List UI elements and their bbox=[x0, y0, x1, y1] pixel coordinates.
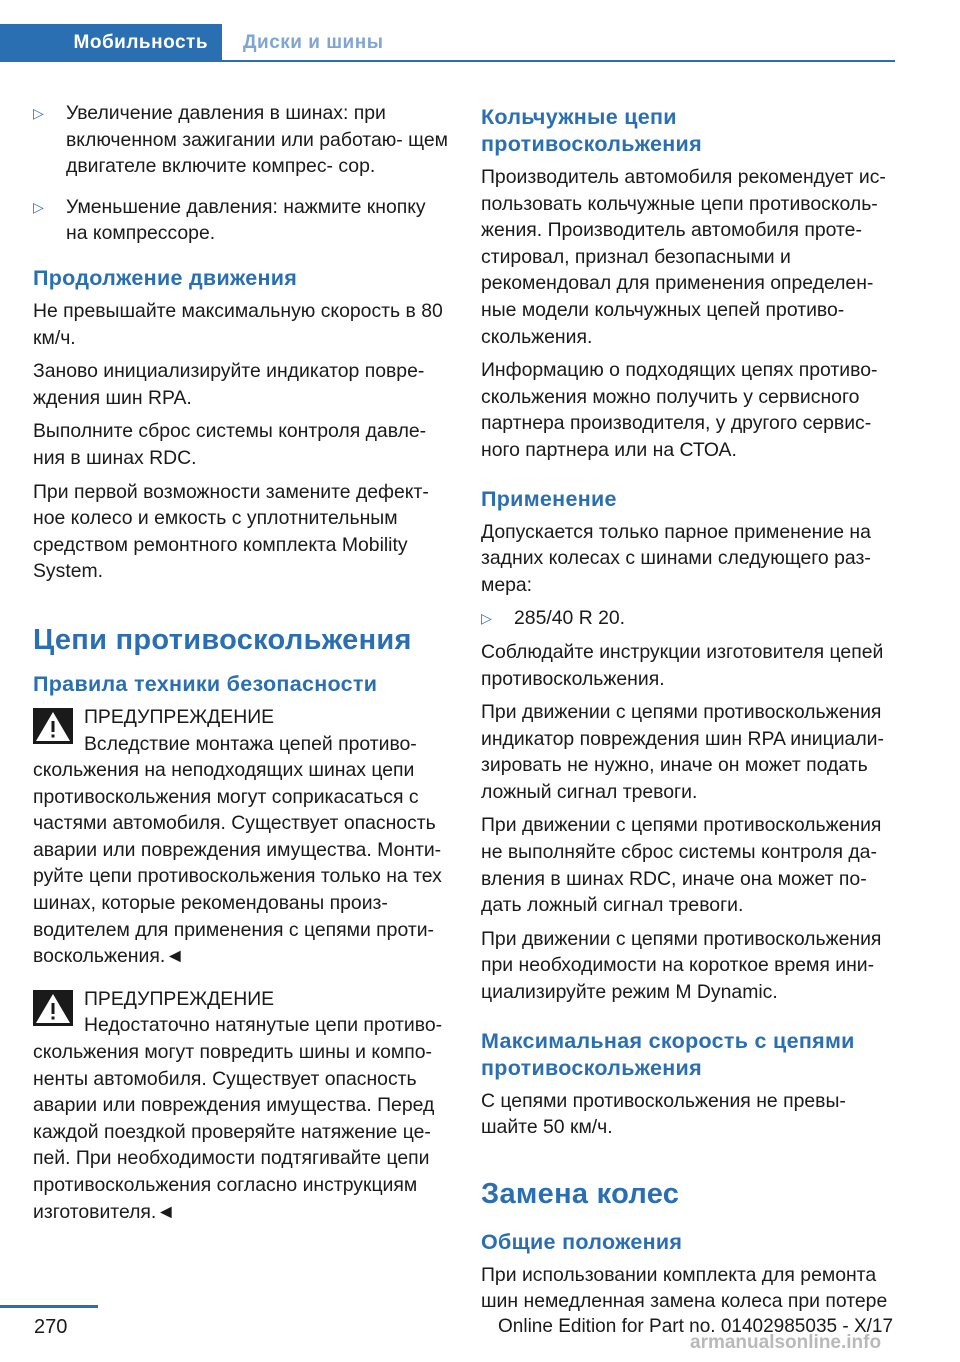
paragraph: При движении с цепями противоскольжения не выполняйте сброс системы контроля да‐ вления в шинах RDC, иначе она может по‐ дать ложный сигнал тревоги. bbox=[481, 814, 882, 917]
bullet-text: Уменьшение давления: нажмите кнопку на компрессоре. bbox=[66, 195, 426, 245]
triangle-bullet-icon: ▷ bbox=[33, 198, 44, 215]
warning-text: скольжения на неподходящих шинах цепи противоскольжения могут соприкасаться с частями автомобиля. Существует опасность аварии или повреждения имущества. Монти‐ руйте цепи противоскольжения только на тех шинах, которые рекомендованы произ‐ водителем для применения с цепями проти‐ воскольжения.◄ bbox=[33, 759, 442, 968]
warning-triangle-icon bbox=[33, 708, 73, 744]
warning-block bbox=[33, 704, 448, 970]
warning-triangle-icon bbox=[33, 990, 73, 1026]
edition-text: Online Edition for Part no. 01402985035 - X/17 bbox=[498, 1316, 894, 1337]
page-number: 270 bbox=[34, 1316, 68, 1338]
warning-text: скольжения могут повредить шины и компо‐ ненты автомобиля. Существует опасность аварии или повреждения имущества. Перед каждой поездкой проверяйте натяжение це‐ пей. При необходимости подтягивайте цепи противоскольжения согласно инструкциям изготовителя.◄ bbox=[33, 1041, 435, 1223]
paragraph: При использовании комплекта для ремонта шин немедленная замена колеса при потере bbox=[481, 1263, 888, 1313]
paragraph: С цепями противоскольжения не превы‐ шайте 50 км/ч. bbox=[481, 1089, 846, 1139]
warning-title: ПРЕДУПРЕЖДЕНИЕ bbox=[84, 705, 275, 728]
paragraph: При движении с цепями противоскольжения индикатор повреждения шин RPA инициали‐ зировать не нужно, иначе он может подать ложный сигнал тревоги. bbox=[481, 701, 884, 803]
warning-block bbox=[33, 986, 448, 1225]
paragraph: Допускается только парное применение на задних колесах с шинами следующего раз‐ мера: bbox=[481, 520, 871, 596]
header-rule bbox=[0, 60, 895, 62]
usage-heading: Применение bbox=[481, 486, 617, 511]
triangle-bullet-icon: ▷ bbox=[481, 610, 492, 627]
speed-heading: Максимальная скорость с цепями противоскольжения bbox=[481, 1028, 855, 1080]
footer-rule bbox=[0, 1305, 98, 1308]
bullet-text: Увеличение давления в шинах: при включенном зажигании или работаю‐ щем двигателе включите компрес‐ сор. bbox=[66, 102, 448, 178]
list-item bbox=[33, 100, 448, 180]
paragraph: Информацию о подходящих цепях противо‐ скольжения можно получить у сервисного партнера производителя, у другого сервис‐ ного партнера или на СТОА. bbox=[481, 359, 878, 461]
paragraph: Заново инициализируйте индикатор повре‐ ждения шин RPA. bbox=[33, 360, 425, 409]
warning-title: ПРЕДУПРЕЖДЕНИЕ bbox=[84, 987, 275, 1010]
paragraph: Выполните сброс системы контроля давле‐ ния в шинах RDC. bbox=[33, 420, 427, 469]
list-item bbox=[481, 605, 896, 632]
left-column bbox=[33, 100, 448, 1241]
safety-heading: Правила техники безопасности bbox=[33, 671, 378, 696]
paragraph: Соблюдайте инструкции изготовителя цепей противоскольжения. bbox=[481, 640, 884, 690]
list-item bbox=[33, 194, 448, 247]
paragraph: Не превышайте максимальную скорость в 80 км/ч. bbox=[33, 299, 443, 349]
warning-first-line: Недостаточно натянутые цепи противо‐ bbox=[84, 1014, 443, 1037]
continue-heading: Продолжение движения bbox=[33, 265, 298, 290]
paragraph: При первой возможности замените дефект‐ ное колесо и емкость с уплотнительным средством ремонтного комплекта Mobility System. bbox=[33, 480, 429, 583]
watermark: armanualsonline.info bbox=[690, 1332, 882, 1353]
warning-first-line: Вследствие монтажа цепей противо‐ bbox=[84, 732, 417, 755]
general-heading: Общие положения bbox=[481, 1229, 683, 1254]
right-column bbox=[481, 100, 896, 1322]
chains-type-heading: Кольчужные цепи противоскольжения bbox=[481, 105, 702, 156]
section-tab bbox=[0, 24, 222, 62]
paragraph: При движении с цепями противоскольжения при необходимости на короткое время ини‐ циализируйте режим M Dynamic. bbox=[481, 927, 882, 1004]
bullet-text: 285/40 R 20. bbox=[514, 607, 626, 630]
section-tab-label: Мобильность bbox=[73, 32, 208, 53]
paragraph: Производитель автомобиля рекомендует ис‐ пользовать кольчужные цепи противосколь‐ жения. Производитель автомобиля проте‐ стировал, признал безопасными и рекомендовал для применения определен‐ ные модели кольчужных цепей противо‐ скольжения. bbox=[481, 166, 886, 348]
subsection-tab-label: Диски и шины bbox=[243, 32, 384, 53]
subsection-tab bbox=[243, 24, 383, 62]
chains-heading: Цепи противоскольжения bbox=[33, 623, 412, 656]
wheel-change-heading: Замена колес bbox=[481, 1177, 680, 1210]
triangle-bullet-icon: ▷ bbox=[33, 105, 44, 121]
